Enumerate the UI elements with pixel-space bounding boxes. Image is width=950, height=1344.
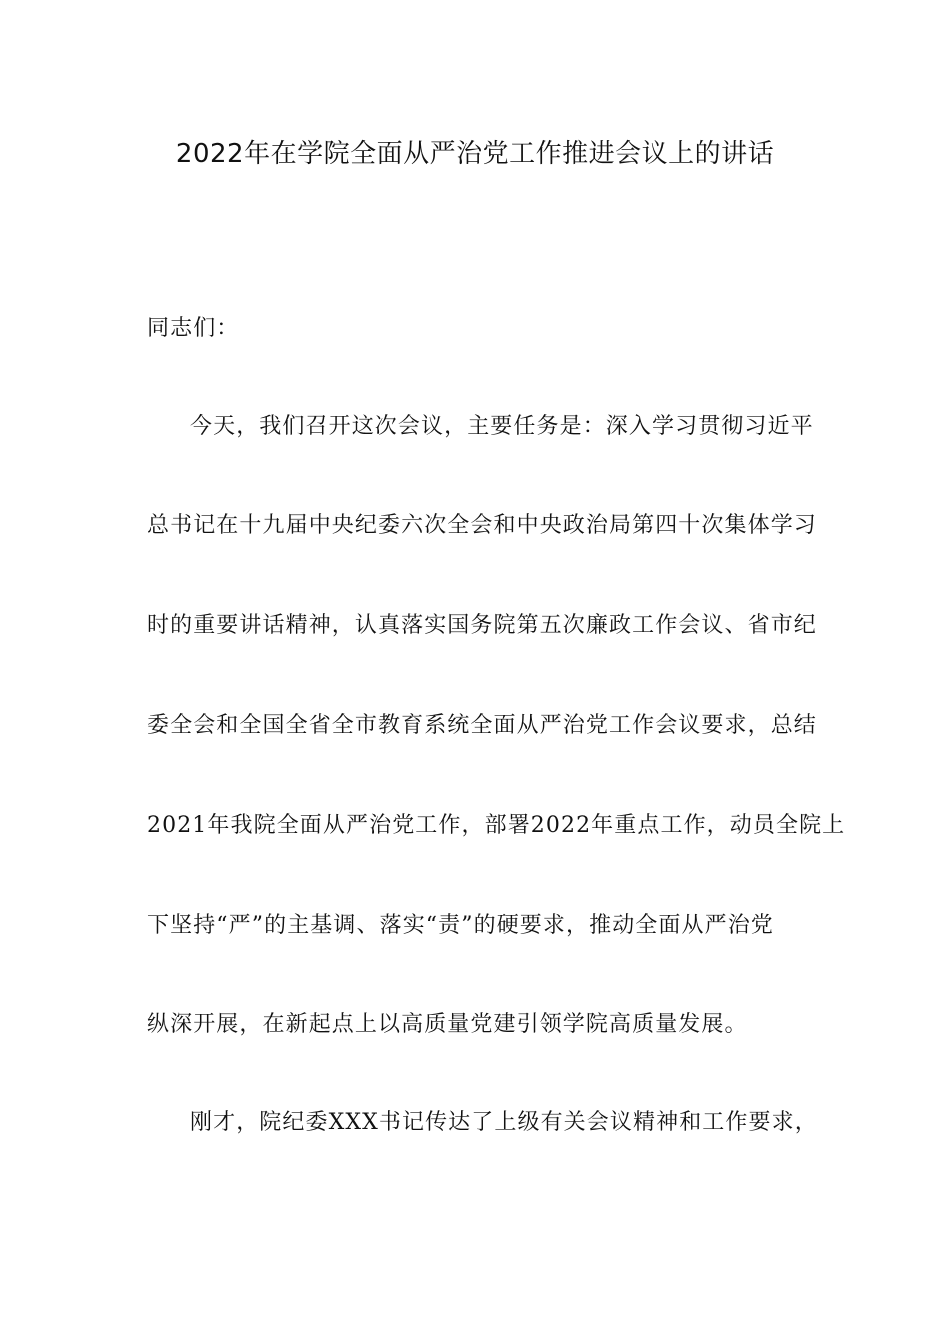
paragraph-1-line-7: 纵深开展，在新起点上以高质量党建引领学院高质量发展。 bbox=[147, 1012, 748, 1037]
paragraph-1-line-5: 2021年我院全面从严治党工作，部署2022年重点工作，动员全院上 bbox=[147, 813, 846, 838]
paragraph-2-line-1: 刚才，院纪委XXX书记传达了上级有关会议精神和工作要求， bbox=[190, 1110, 818, 1135]
greeting-line: 同志们： bbox=[147, 316, 240, 341]
paragraph-1-line-3: 时的重要讲话精神，认真落实国务院第五次廉政工作会议、省市纪 bbox=[147, 613, 817, 638]
paragraph-1-line-2: 总书记在十九届中央纪委六次全会和中央政治局第四十次集体学习 bbox=[147, 513, 817, 538]
paragraph-1-line-6: 下坚持“严”的主基调、落实“责”的硬要求，推动全面从严治党 bbox=[147, 913, 774, 938]
document-title: 2022年在学院全面从严治党工作推进会议上的讲话 bbox=[175, 139, 775, 169]
paragraph-1-line-4: 委全会和全国全省全市教育系统全面从严治党工作会议要求，总结 bbox=[147, 713, 817, 738]
paragraph-1-line-1: 今天，我们召开这次会议，主要任务是：深入学习贯彻习近平 bbox=[190, 414, 814, 439]
